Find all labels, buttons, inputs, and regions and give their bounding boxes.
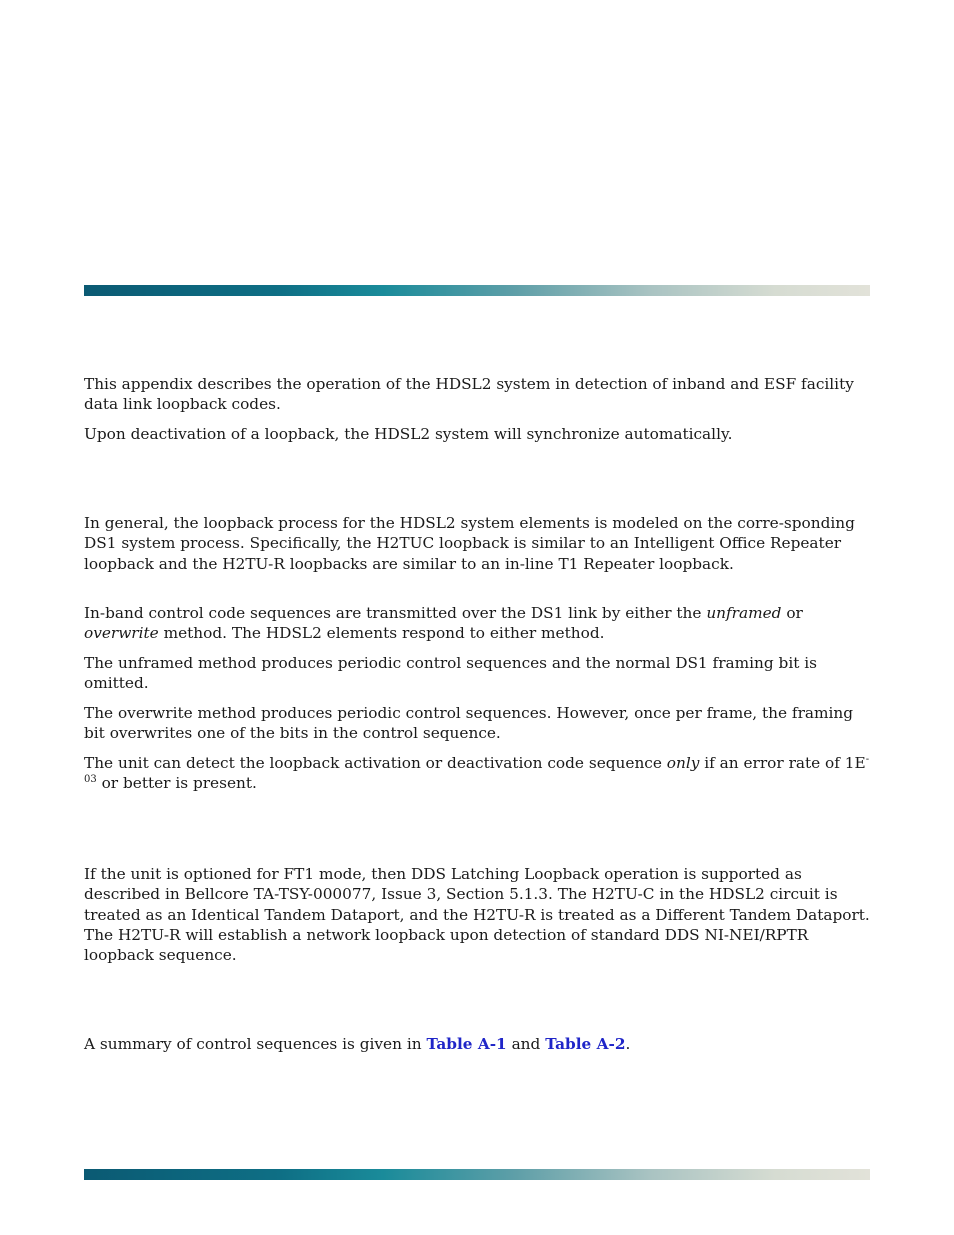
text-run: method. The HDSL2 elements respond to either method. xyxy=(158,624,605,643)
text-run: In-band control code sequences are transmitted over the DS1 link by either the xyxy=(84,604,707,622)
ft1-mode-paragraph: If the unit is optioned for FT1 mode, then DDS Latching Loopback operation is supported as described in Bellcore TA-TSY-000077, Issue 3, Section 5.1.3. The H2TU-C in the HDSL2 circuit is treated as an Identical Tandem Dataport, and the H2TU-R is treated as a Different Tandem Dataport. The H2TU-R will establish a network loopback upon detection of standard DDS NI-NEI/RPTR loopback sequence. xyxy=(84,865,870,965)
header-divider-bar xyxy=(84,285,870,296)
table-a-1-link[interactable]: Table A-1 xyxy=(426,1035,507,1053)
summary-paragraph xyxy=(84,1034,874,1054)
text-run: and xyxy=(506,1035,546,1053)
overwrite-method-paragraph: The overwrite method produces periodic control sequences. However, once per frame, the framing bit overwrites one of the bits in the control sequence. xyxy=(84,704,854,743)
deactivation-paragraph: Upon deactivation of a loopback, the HDSL2 system will synchronize automatically. xyxy=(84,425,733,443)
text-run: or better is present. xyxy=(96,774,257,793)
intro-paragraph: This appendix describes the operation of the HDSL2 system in detection of inband and ESF facility data link loopback codes. xyxy=(84,375,854,414)
error-rate-paragraph xyxy=(84,753,874,794)
exponent: -03 xyxy=(84,754,870,786)
text-run: or xyxy=(781,604,803,622)
text-run: . xyxy=(625,1035,631,1053)
inband-control-paragraph xyxy=(84,603,874,644)
unframed-method-paragraph: The unframed method produces periodic control sequences and the normal DS1 framing bit is omitted. xyxy=(84,654,817,693)
emphasis-overwrite: overwrite xyxy=(84,624,159,643)
table-a-2-link[interactable]: Table A-2 xyxy=(545,1035,626,1053)
text-run: A summary of control sequences is given in xyxy=(84,1035,427,1053)
emphasis-unframed: unframed xyxy=(706,604,782,622)
text-run: if an error rate of 1E xyxy=(699,754,866,772)
emphasis-only: only xyxy=(666,754,700,772)
loopback-process-paragraph: In general, the loopback process for the HDSL2 system elements is modeled on the corre-sponding DS1 system process. Specifically, the H2TUC loopback is similar to an Intelligent Office Repeater loopback and the H2TU-R loopbacks are similar to an in-line T1 Repeater loopback. xyxy=(84,514,855,573)
text-run: The unit can detect the loopback activation or deactivation code sequence xyxy=(84,754,667,772)
footer-divider-bar xyxy=(84,1169,870,1180)
